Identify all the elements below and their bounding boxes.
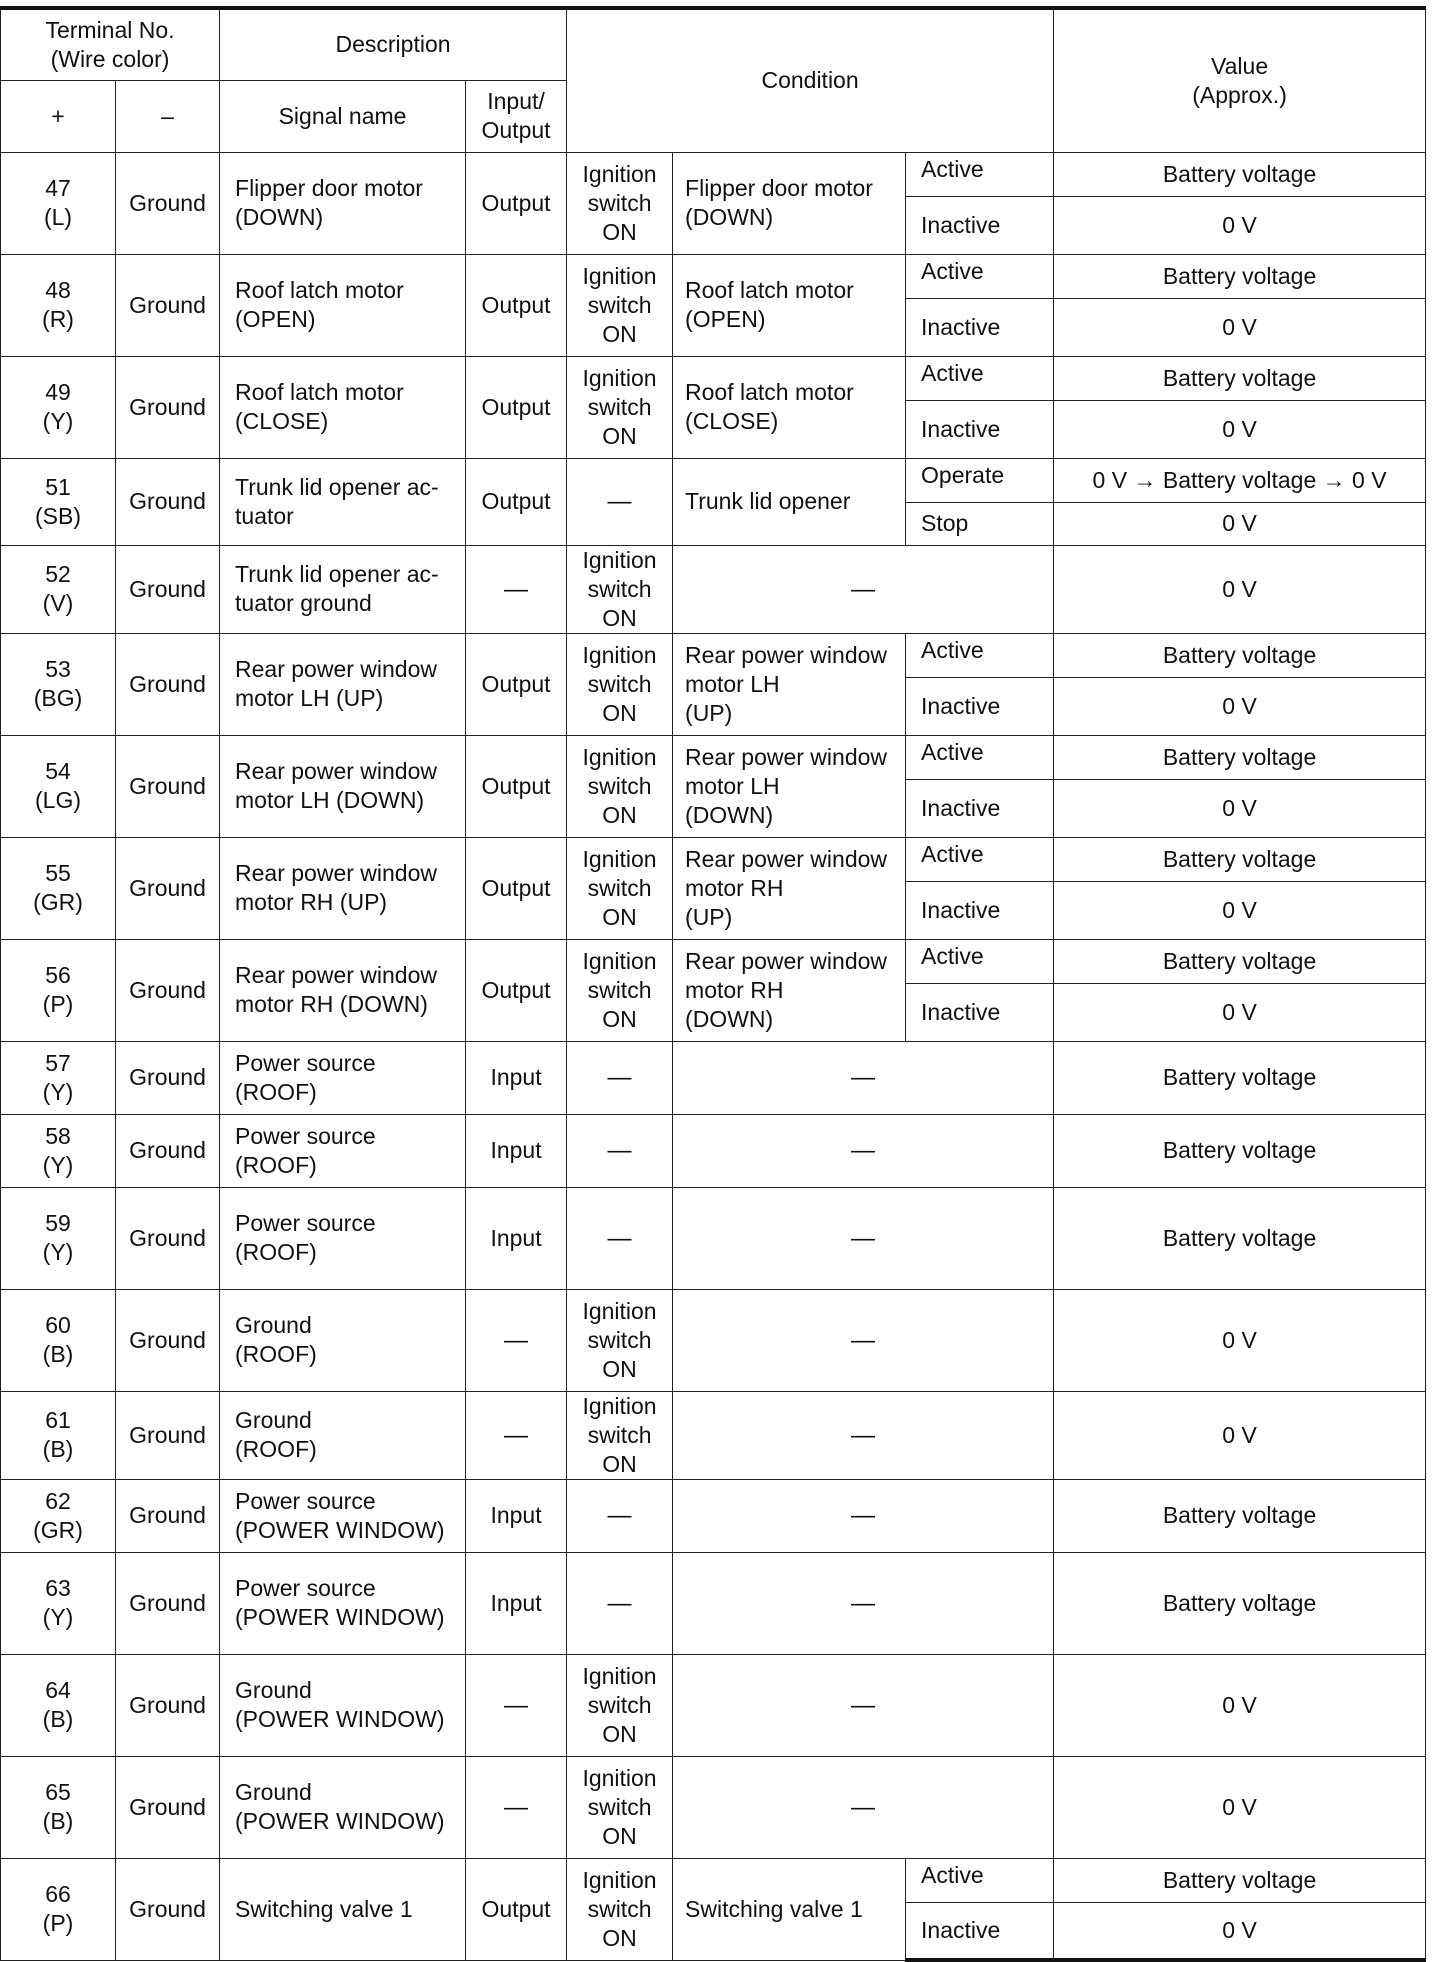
header-description: Description (220, 8, 567, 80)
ground-terminal: Ground (116, 1479, 220, 1552)
terminal-table (0, 6, 1426, 1962)
condition-state: Inactive (906, 196, 1054, 254)
ground-terminal: Ground (116, 1114, 220, 1187)
condition-detail: Flipper door motor (DOWN) (673, 152, 906, 254)
condition-state: Active (906, 837, 1054, 881)
input-output: Output (466, 152, 567, 254)
terminal-number: 52 (V) (1, 545, 116, 633)
value-approx: 0 V (1054, 677, 1426, 735)
value-approx: 0 V (1054, 298, 1426, 356)
ground-terminal: Ground (116, 1187, 220, 1289)
ground-terminal: Ground (116, 939, 220, 1041)
condition-state: Active (906, 152, 1054, 196)
signal-name: Rear power window motor LH (UP) (220, 633, 466, 735)
header-plus: + (1, 80, 116, 152)
condition-detail: Trunk lid opener (673, 458, 906, 545)
ignition-condition: Ignition switch ON (567, 837, 673, 939)
table-row (1, 254, 1426, 298)
condition-detail: — (673, 1654, 1054, 1756)
ignition-condition: Ignition switch ON (567, 633, 673, 735)
ignition-condition: Ignition switch ON (567, 735, 673, 837)
terminal-number: 54 (LG) (1, 735, 116, 837)
ignition-condition: Ignition switch ON (567, 939, 673, 1041)
value-approx: Battery voltage (1054, 1114, 1426, 1187)
condition-detail: Rear power window motor RH (UP) (673, 837, 906, 939)
condition-detail: Rear power window motor LH (UP) (673, 633, 906, 735)
value-approx: 0 V (1054, 545, 1426, 633)
terminal-number: 55 (GR) (1, 837, 116, 939)
condition-state: Inactive (906, 881, 1054, 939)
ground-terminal: Ground (116, 1858, 220, 1960)
header-row (1, 8, 1426, 80)
ignition-condition: — (567, 1187, 673, 1289)
ground-terminal: Ground (116, 837, 220, 939)
value-approx: Battery voltage (1054, 939, 1426, 983)
value-approx: Battery voltage (1054, 1479, 1426, 1552)
input-output: Input (466, 1479, 567, 1552)
table-row (1, 1552, 1426, 1654)
value-approx: 0 V (1054, 400, 1426, 458)
condition-detail: — (673, 1289, 1054, 1391)
table-row (1, 545, 1426, 633)
ignition-condition: Ignition switch ON (567, 254, 673, 356)
table-row (1, 1289, 1426, 1391)
signal-name: Ground (POWER WINDOW) (220, 1654, 466, 1756)
ignition-condition: — (567, 1552, 673, 1654)
input-output: Input (466, 1187, 567, 1289)
condition-detail: — (673, 1756, 1054, 1858)
condition-state: Stop (906, 502, 1054, 545)
header-value: Value (Approx.) (1054, 8, 1426, 152)
ignition-condition: Ignition switch ON (567, 1654, 673, 1756)
condition-state: Inactive (906, 1902, 1054, 1960)
table-row (1, 1654, 1426, 1756)
value-approx: Battery voltage (1054, 1041, 1426, 1114)
ignition-condition: Ignition switch ON (567, 1858, 673, 1960)
condition-detail: — (673, 1552, 1054, 1654)
value-approx: Battery voltage (1054, 633, 1426, 677)
terminal-number: 56 (P) (1, 939, 116, 1041)
condition-detail: — (673, 1479, 1054, 1552)
table-row (1, 1756, 1426, 1858)
input-output: — (466, 1756, 567, 1858)
ground-terminal: Ground (116, 152, 220, 254)
value-approx: Battery voltage (1054, 837, 1426, 881)
condition-detail: Rear power window motor RH (DOWN) (673, 939, 906, 1041)
input-output: Output (466, 1858, 567, 1960)
condition-state: Active (906, 356, 1054, 400)
table-row (1, 633, 1426, 677)
terminal-number: 60 (B) (1, 1289, 116, 1391)
signal-name: Trunk lid opener ac- tuator (220, 458, 466, 545)
input-output: Output (466, 837, 567, 939)
terminal-number: 63 (Y) (1, 1552, 116, 1654)
terminal-number: 61 (B) (1, 1391, 116, 1479)
terminal-number: 65 (B) (1, 1756, 116, 1858)
table-row (1, 1479, 1426, 1552)
ground-terminal: Ground (116, 1654, 220, 1756)
condition-detail: — (673, 1114, 1054, 1187)
condition-detail: — (673, 1391, 1054, 1479)
table-row (1, 1114, 1426, 1187)
signal-name: Rear power window motor RH (DOWN) (220, 939, 466, 1041)
condition-state: Inactive (906, 298, 1054, 356)
ground-terminal: Ground (116, 735, 220, 837)
condition-state: Active (906, 939, 1054, 983)
signal-name: Power source (POWER WINDOW) (220, 1552, 466, 1654)
value-approx: 0 V → Battery voltage → 0 V (1054, 458, 1426, 502)
terminal-number: 66 (P) (1, 1858, 116, 1960)
terminal-number: 58 (Y) (1, 1114, 116, 1187)
signal-name: Ground (ROOF) (220, 1289, 466, 1391)
ignition-condition: Ignition switch ON (567, 545, 673, 633)
signal-name: Rear power window motor RH (UP) (220, 837, 466, 939)
condition-detail: Roof latch motor (OPEN) (673, 254, 906, 356)
ignition-condition: Ignition switch ON (567, 356, 673, 458)
terminal-number: 51 (SB) (1, 458, 116, 545)
condition-state: Active (906, 1858, 1054, 1902)
ignition-condition: — (567, 1041, 673, 1114)
ignition-condition: — (567, 458, 673, 545)
ground-terminal: Ground (116, 356, 220, 458)
value-approx: Battery voltage (1054, 735, 1426, 779)
signal-name: Ground (POWER WINDOW) (220, 1756, 466, 1858)
terminal-number: 59 (Y) (1, 1187, 116, 1289)
input-output: Output (466, 735, 567, 837)
input-output: — (466, 1391, 567, 1479)
input-output: Input (466, 1114, 567, 1187)
value-approx: 0 V (1054, 1289, 1426, 1391)
condition-state: Active (906, 633, 1054, 677)
signal-name: Power source (ROOF) (220, 1114, 466, 1187)
ground-terminal: Ground (116, 458, 220, 545)
ignition-condition: Ignition switch ON (567, 1391, 673, 1479)
condition-state: Inactive (906, 677, 1054, 735)
input-output: Output (466, 458, 567, 545)
condition-detail: — (673, 1187, 1054, 1289)
signal-name: Power source (ROOF) (220, 1187, 466, 1289)
ground-terminal: Ground (116, 545, 220, 633)
condition-state: Inactive (906, 983, 1054, 1041)
condition-detail: Rear power window motor LH (DOWN) (673, 735, 906, 837)
terminal-number: 49 (Y) (1, 356, 116, 458)
header-minus: – (116, 80, 220, 152)
table-row (1, 152, 1426, 196)
input-output: — (466, 1289, 567, 1391)
value-approx: Battery voltage (1054, 1858, 1426, 1902)
table-row (1, 1391, 1426, 1479)
input-output: Input (466, 1552, 567, 1654)
table-row (1, 1041, 1426, 1114)
table-row (1, 837, 1426, 881)
input-output: Output (466, 939, 567, 1041)
terminal-number: 62 (GR) (1, 1479, 116, 1552)
signal-name: Power source (POWER WINDOW) (220, 1479, 466, 1552)
condition-detail: — (673, 1041, 1054, 1114)
input-output: Output (466, 356, 567, 458)
value-approx: 0 V (1054, 1391, 1426, 1479)
signal-name: Power source (ROOF) (220, 1041, 466, 1114)
table-row (1, 1187, 1426, 1289)
terminal-number: 53 (BG) (1, 633, 116, 735)
signal-name: Rear power window motor LH (DOWN) (220, 735, 466, 837)
value-approx: 0 V (1054, 1756, 1426, 1858)
value-approx: 0 V (1054, 779, 1426, 837)
value-approx: 0 V (1054, 1654, 1426, 1756)
condition-state: Active (906, 254, 1054, 298)
value-approx: 0 V (1054, 1902, 1426, 1960)
input-output: — (466, 1654, 567, 1756)
input-output: Output (466, 254, 567, 356)
signal-name: Roof latch motor (OPEN) (220, 254, 466, 356)
signal-name: Switching valve 1 (220, 1858, 466, 1960)
condition-state: Active (906, 735, 1054, 779)
input-output: Input (466, 1041, 567, 1114)
condition-detail: — (673, 545, 1054, 633)
table-row (1, 1858, 1426, 1902)
ground-terminal: Ground (116, 1391, 220, 1479)
ground-terminal: Ground (116, 1756, 220, 1858)
input-output: Output (466, 633, 567, 735)
ground-terminal: Ground (116, 1041, 220, 1114)
ground-terminal: Ground (116, 1552, 220, 1654)
signal-name: Ground (ROOF) (220, 1391, 466, 1479)
signal-name: Flipper door motor (DOWN) (220, 152, 466, 254)
terminal-number: 47 (L) (1, 152, 116, 254)
ignition-condition: — (567, 1114, 673, 1187)
terminal-number: 48 (R) (1, 254, 116, 356)
ground-terminal: Ground (116, 1289, 220, 1391)
table-row (1, 939, 1426, 983)
ignition-condition: — (567, 1479, 673, 1552)
table-row (1, 356, 1426, 400)
ignition-condition: Ignition switch ON (567, 1756, 673, 1858)
value-approx: Battery voltage (1054, 356, 1426, 400)
ignition-condition: Ignition switch ON (567, 1289, 673, 1391)
value-approx: Battery voltage (1054, 1552, 1426, 1654)
header-terminal: Terminal No. (Wire color) (1, 8, 220, 80)
terminal-number: 57 (Y) (1, 1041, 116, 1114)
table-row (1, 458, 1426, 502)
value-approx: 0 V (1054, 983, 1426, 1041)
value-approx: Battery voltage (1054, 1187, 1426, 1289)
terminal-number: 64 (B) (1, 1654, 116, 1756)
condition-state: Operate (906, 458, 1054, 502)
ignition-condition: Ignition switch ON (567, 152, 673, 254)
value-approx: Battery voltage (1054, 254, 1426, 298)
condition-detail: Switching valve 1 (673, 1858, 906, 1960)
ground-terminal: Ground (116, 633, 220, 735)
signal-name: Roof latch motor (CLOSE) (220, 356, 466, 458)
signal-name: Trunk lid opener ac- tuator ground (220, 545, 466, 633)
input-output: — (466, 545, 567, 633)
header-input-output: Input/ Output (466, 80, 567, 152)
value-approx: 0 V (1054, 502, 1426, 545)
value-approx: 0 V (1054, 881, 1426, 939)
header-condition: Condition (567, 8, 1054, 152)
condition-detail: Roof latch motor (CLOSE) (673, 356, 906, 458)
condition-state: Inactive (906, 779, 1054, 837)
table-row (1, 735, 1426, 779)
header-signal-name: Signal name (220, 80, 466, 152)
condition-state: Inactive (906, 400, 1054, 458)
value-approx: 0 V (1054, 196, 1426, 254)
value-approx: Battery voltage (1054, 152, 1426, 196)
ground-terminal: Ground (116, 254, 220, 356)
